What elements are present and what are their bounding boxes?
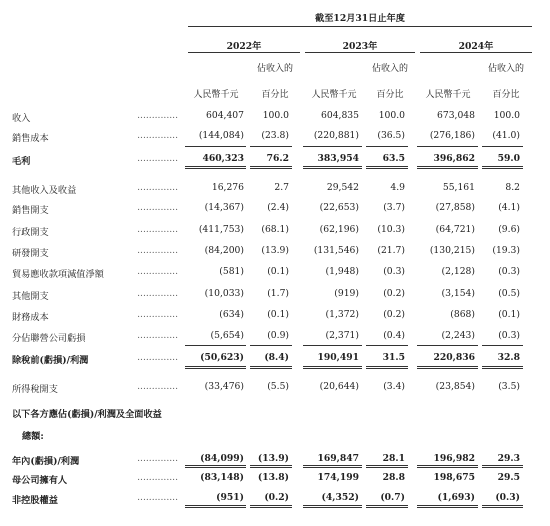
percent-cell: (0.1) xyxy=(267,309,289,320)
amount-cell: (33,476) xyxy=(204,381,244,392)
amount-cell: (131,546) xyxy=(313,245,359,256)
total-rule-bottom xyxy=(366,467,408,468)
percent-cell: 100.0 xyxy=(378,110,405,121)
amount-cell: (10,033) xyxy=(204,288,244,299)
total-rule-top xyxy=(417,366,478,367)
total-rule-top xyxy=(366,505,408,506)
amount-cell: (14,367) xyxy=(204,202,244,213)
total-rule-bottom xyxy=(250,368,292,369)
percent-cell: 63.5 xyxy=(382,153,405,164)
percent-cell: (2.4) xyxy=(267,202,289,213)
total-rule-bottom xyxy=(482,368,523,369)
percent-cell: 29.5 xyxy=(497,472,520,483)
total-rule-top xyxy=(366,366,408,367)
total-rule-bottom xyxy=(250,467,292,468)
total-rule-bottom xyxy=(417,507,478,508)
percent-cell: (13.9) xyxy=(257,453,289,464)
amount-cell: 55,161 xyxy=(442,182,475,193)
total-rule-top xyxy=(185,465,246,466)
row-label: 非控股權益 xyxy=(12,495,58,506)
total-rule-bottom xyxy=(303,368,362,369)
amount-cell: 604,835 xyxy=(321,110,359,121)
amount-cell: 16,276 xyxy=(211,182,244,193)
leader-dots: .............. xyxy=(137,245,178,256)
amount-cell: (22,653) xyxy=(319,202,359,213)
amount-cell: (220,881) xyxy=(313,130,359,141)
total-rule-top xyxy=(417,505,478,506)
amount-cell: (64,721) xyxy=(435,224,475,235)
total-rule-top xyxy=(303,166,362,167)
year-header-2024: 2024年 xyxy=(458,41,494,52)
amount-cell: 673,048 xyxy=(437,110,475,121)
row-label: 收入 xyxy=(12,113,31,124)
unit-pct-line2: 百分比 xyxy=(376,90,404,100)
leader-dots: .............. xyxy=(137,266,178,277)
row-label: 貿易應收款項減值淨額 xyxy=(12,269,104,280)
percent-cell: (3.4) xyxy=(383,381,405,392)
percent-cell: 32.8 xyxy=(497,352,520,363)
percent-cell: (0.9) xyxy=(267,330,289,341)
percent-cell: (0.1) xyxy=(267,266,289,277)
total-rule-top xyxy=(250,166,292,167)
leader-dots: .............. xyxy=(137,330,178,341)
percent-cell: 100.0 xyxy=(493,110,520,121)
amount-cell: 460,323 xyxy=(202,153,244,164)
subtotal-rule xyxy=(417,345,478,346)
total-rule-bottom xyxy=(185,467,246,468)
amount-cell: 396,862 xyxy=(433,153,475,164)
unit-pct-line2: 百分比 xyxy=(261,90,289,100)
percent-cell: (23.8) xyxy=(261,130,289,141)
row-label: 年內(虧損)/利潤 xyxy=(12,456,80,467)
row-label: 銷售開支 xyxy=(12,205,49,216)
percent-cell: 59.0 xyxy=(497,153,520,164)
amount-cell: (1,948) xyxy=(325,266,359,277)
row-label: 其他收入及收益 xyxy=(12,185,77,196)
total-rule-top xyxy=(366,465,408,466)
total-rule-bottom xyxy=(366,368,408,369)
leader-dots: .............. xyxy=(137,110,178,121)
leader-dots: .............. xyxy=(137,288,178,299)
percent-cell: (9.6) xyxy=(498,224,520,235)
subtotal-rule xyxy=(366,345,408,346)
total-rule-bottom xyxy=(366,168,408,169)
total-rule-top xyxy=(417,166,478,167)
amount-cell: (84,200) xyxy=(204,245,244,256)
total-rule-bottom xyxy=(482,168,523,169)
leader-dots: .............. xyxy=(137,224,178,235)
percent-cell: (36.5) xyxy=(377,130,405,141)
percent-cell: 8.2 xyxy=(505,182,520,193)
year-header-2023: 2023年 xyxy=(342,41,378,52)
amount-cell: (144,084) xyxy=(198,130,244,141)
percent-cell: (68.1) xyxy=(261,224,289,235)
row-label: 其他開支 xyxy=(12,291,49,302)
percent-cell: (0.3) xyxy=(495,492,520,503)
subtotal-rule xyxy=(482,146,523,147)
year-rule-2022 xyxy=(188,52,300,53)
total-rule-top xyxy=(303,465,362,466)
total-rule-top xyxy=(303,366,362,367)
amount-cell: (411,753) xyxy=(198,224,244,235)
percent-cell: (0.7) xyxy=(380,492,405,503)
percent-cell: (0.3) xyxy=(383,266,405,277)
total-rule-top xyxy=(303,505,362,506)
total-rule-top xyxy=(482,166,523,167)
subtotal-rule xyxy=(250,345,292,346)
amount-cell: 604,407 xyxy=(206,110,244,121)
row-label: 財務成本 xyxy=(12,312,49,323)
unit-pct-line2: 百分比 xyxy=(492,90,520,100)
total-rule-top xyxy=(250,505,292,506)
amount-cell: (83,148) xyxy=(200,472,244,483)
percent-cell: (3.5) xyxy=(498,381,520,392)
total-rule-bottom xyxy=(185,368,246,369)
amount-cell: (62,196) xyxy=(319,224,359,235)
total-rule-top xyxy=(250,366,292,367)
total-rule-bottom xyxy=(482,507,523,508)
amount-cell: (5,654) xyxy=(210,330,244,341)
total-rule-top xyxy=(366,166,408,167)
amount-cell: 29,542 xyxy=(326,182,359,193)
percent-cell: (19.3) xyxy=(492,245,520,256)
row-label: 研發開支 xyxy=(12,248,49,259)
amount-cell: 220,836 xyxy=(433,352,475,363)
total-rule-bottom xyxy=(250,168,292,169)
amount-cell: (2,371) xyxy=(325,330,359,341)
subtotal-rule xyxy=(250,146,292,147)
subtotal-rule xyxy=(303,146,362,147)
unit-pct-line1: 佔收入的 xyxy=(487,64,524,74)
row-label: 分佔聯營公司虧損 xyxy=(12,333,86,344)
amount-cell: (1,372) xyxy=(325,309,359,320)
amount-cell: (581) xyxy=(219,266,244,277)
amount-cell: (276,186) xyxy=(429,130,475,141)
unit-pct-2022 xyxy=(247,63,303,101)
percent-cell: (4.1) xyxy=(498,202,520,213)
row-label: 母公司擁有人 xyxy=(12,475,68,486)
percent-cell: (0.3) xyxy=(498,266,520,277)
percent-cell: (5.5) xyxy=(267,381,289,392)
section-heading: 以下各方應佔(虧損)/利潤及全面收益 xyxy=(12,409,162,420)
total-rule-top xyxy=(482,465,523,466)
row-label: 銷售成本 xyxy=(12,133,49,144)
subtotal-rule xyxy=(185,345,246,346)
row-label: 除稅前(虧損)/利潤 xyxy=(12,355,89,366)
total-rule-bottom xyxy=(185,168,246,169)
subtotal-rule xyxy=(417,146,478,147)
total-rule-top xyxy=(185,166,246,167)
unit-amount-2024: 人民幣千元 xyxy=(425,90,471,100)
percent-cell: 100.0 xyxy=(262,110,289,121)
percent-cell: 31.5 xyxy=(382,352,405,363)
percent-cell: 2.7 xyxy=(274,182,289,193)
amount-cell: (2,128) xyxy=(441,266,475,277)
percent-cell: 4.9 xyxy=(390,182,405,193)
leader-dots: .............. xyxy=(137,182,178,193)
period-header: 截至12月31日止年度 xyxy=(315,13,405,24)
total-rule-top xyxy=(250,465,292,466)
subtotal-rule xyxy=(185,146,246,147)
total-rule-bottom xyxy=(185,507,246,508)
percent-cell: (8.4) xyxy=(264,352,289,363)
unit-amount-2022: 人民幣千元 xyxy=(193,90,239,100)
total-rule-bottom xyxy=(303,507,362,508)
percent-cell: 28.1 xyxy=(382,453,405,464)
amount-cell: (4,352) xyxy=(321,492,359,503)
year-header-2022: 2022年 xyxy=(226,41,262,52)
percent-cell: (3.7) xyxy=(383,202,405,213)
amount-cell: 174,199 xyxy=(317,472,359,483)
total-rule-top xyxy=(482,366,523,367)
row-label: 行政開支 xyxy=(12,227,49,238)
amount-cell: (130,215) xyxy=(429,245,475,256)
total-rule-bottom xyxy=(417,467,478,468)
amount-cell: 383,954 xyxy=(317,153,359,164)
section-heading-cont: 總額: xyxy=(22,431,44,442)
subtotal-rule xyxy=(366,146,408,147)
period-rule xyxy=(188,26,532,27)
total-rule-top xyxy=(417,465,478,466)
percent-cell: (0.1) xyxy=(498,309,520,320)
unit-amount-2023: 人民幣千元 xyxy=(311,90,357,100)
leader-dots: .............. xyxy=(137,153,178,164)
amount-cell: (27,858) xyxy=(435,202,475,213)
total-rule-bottom xyxy=(303,168,362,169)
leader-dots: .............. xyxy=(137,453,178,464)
total-rule-bottom xyxy=(417,368,478,369)
amount-cell: (84,099) xyxy=(200,453,244,464)
subtotal-rule xyxy=(303,345,362,346)
amount-cell: (2,243) xyxy=(441,330,475,341)
amount-cell: (3,154) xyxy=(441,288,475,299)
amount-cell: (634) xyxy=(219,309,244,320)
amount-cell: 196,982 xyxy=(433,453,475,464)
leader-dots: .............. xyxy=(137,309,178,320)
amount-cell: 190,491 xyxy=(317,352,359,363)
total-rule-bottom xyxy=(417,168,478,169)
amount-cell: 198,675 xyxy=(433,472,475,483)
unit-pct-2024 xyxy=(478,63,534,101)
percent-cell: 28.8 xyxy=(382,472,405,483)
total-rule-top xyxy=(185,366,246,367)
total-rule-bottom xyxy=(250,507,292,508)
leader-dots: .............. xyxy=(137,472,178,483)
amount-cell: (919) xyxy=(334,288,359,299)
amount-cell: (50,623) xyxy=(200,352,244,363)
leader-dots: .............. xyxy=(137,381,178,392)
amount-cell: (868) xyxy=(450,309,475,320)
year-rule-2024 xyxy=(420,52,532,53)
amount-cell: (1,693) xyxy=(437,492,475,503)
amount-cell: (951) xyxy=(216,492,244,503)
total-rule-bottom xyxy=(303,467,362,468)
amount-cell: 169,847 xyxy=(317,453,359,464)
unit-pct-2023 xyxy=(362,63,418,101)
percent-cell: 29.3 xyxy=(497,453,520,464)
percent-cell: (0.4) xyxy=(383,330,405,341)
leader-dots: .............. xyxy=(137,130,178,141)
amount-cell: (23,854) xyxy=(435,381,475,392)
percent-cell: (13.9) xyxy=(261,245,289,256)
row-label: 毛利 xyxy=(12,156,31,167)
total-rule-bottom xyxy=(482,467,523,468)
percent-cell: (0.2) xyxy=(383,309,405,320)
percent-cell: (41.0) xyxy=(492,130,520,141)
percent-cell: (1.7) xyxy=(267,288,289,299)
year-rule-2023 xyxy=(305,52,415,53)
leader-dots: .............. xyxy=(137,202,178,213)
percent-cell: (0.2) xyxy=(264,492,289,503)
amount-cell: (20,644) xyxy=(319,381,359,392)
percent-cell: (10.3) xyxy=(377,224,405,235)
percent-cell: 76.2 xyxy=(266,153,289,164)
percent-cell: (21.7) xyxy=(377,245,405,256)
leader-dots: .............. xyxy=(137,492,178,503)
total-rule-top xyxy=(185,505,246,506)
unit-pct-line1: 佔收入的 xyxy=(256,64,293,74)
percent-cell: (0.2) xyxy=(383,288,405,299)
unit-pct-line1: 佔收入的 xyxy=(371,64,408,74)
total-rule-bottom xyxy=(366,507,408,508)
percent-cell: (0.5) xyxy=(498,288,520,299)
leader-dots: .............. xyxy=(137,352,178,363)
subtotal-rule xyxy=(482,345,523,346)
percent-cell: (13.8) xyxy=(257,472,289,483)
total-rule-top xyxy=(482,505,523,506)
row-label: 所得稅開支 xyxy=(12,384,58,395)
percent-cell: (0.3) xyxy=(498,330,520,341)
